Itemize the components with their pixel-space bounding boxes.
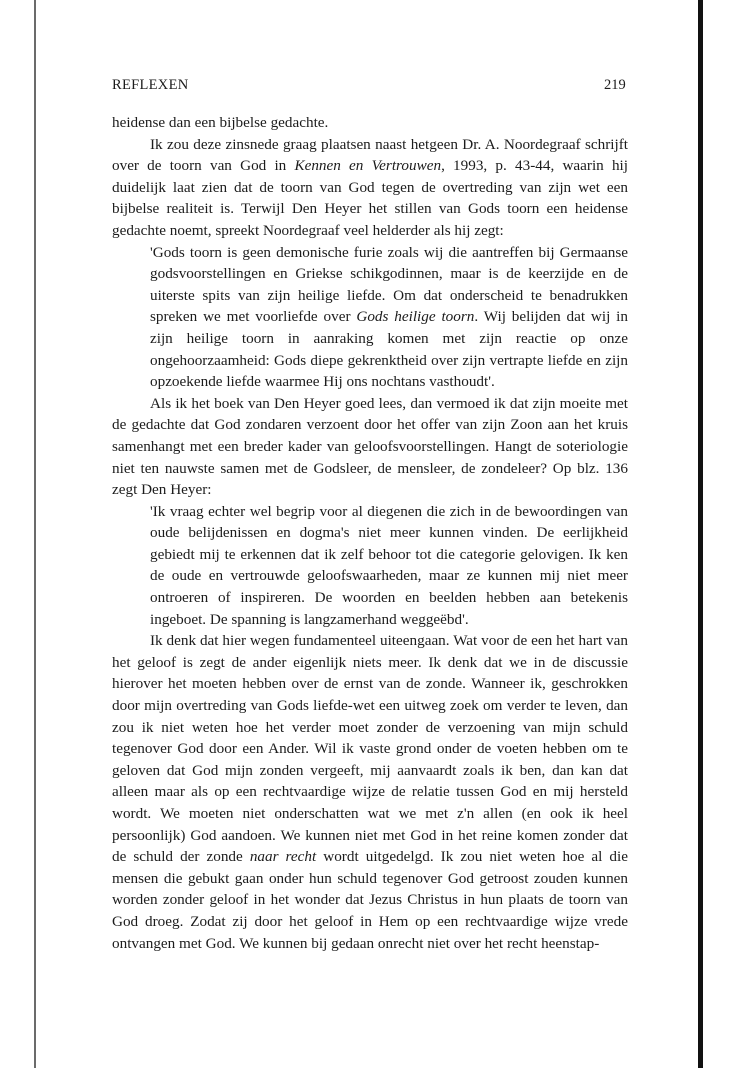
book-title-kennen-en-vertrouwen: Kennen en Vertrouwen (294, 157, 442, 175)
block-quote-2: 'Ik vraag echter wel begrip voor al diegenen die zich in de bewoordingen van oude belijdenissen en dogma's niet meer kunnen vinden. De eerlijkheid gebiedt mij te erkennen dat ik zelf behoor tot die categorie gelovigen. Ik ken de oude en vertrouwde geloofswaarheden, maar ze kunnen mij niet meer ontroeren of inspireren. De woorden en beelden hebben aan betekenis ingeboet. De spanning is langzamerhand weggeëbd'. (150, 502, 628, 628)
quote-1-italic: Gods heilige toorn (356, 308, 475, 326)
paragraph-2-text-c: , 1993, p. 43-44, waarin hij duidelijk laat zien dat de toorn van God tegen de overtreding van zijn wet een bijbelse realiteit is. Terwijl Den Heyer het stillen van Gods toorn een heidense gedachte noemt, spreekt Noordegraaf veel helderder als hij zegt: (112, 157, 628, 239)
paragraph-2 (112, 134, 628, 242)
quote-1-text-a: 'Gods toorn is geen demonische furie zoals wij die aantreffen bij Germaanse godsvoorstellingen en Griekse schikgodinnen, maar is de keerzijde en de uiterste spits van zijn heilige liefde. Om dat onderscheid te benadrukken spreken we met voorliefde over (150, 243, 628, 326)
paragraph-4-italic: naar recht (249, 848, 317, 866)
running-title: REFLEXEN (112, 77, 189, 93)
paragraph-4-text-c: wordt uitgedelgd. Ik zou niet weten hoe al die mensen die gebukt gaan onder hun schuld tegenover God getroost zouden kunnen worden zonder geloof in het wonder dat Jezus Christus in hun plaats de toorn van God droeg. Zodat zij door het geloof in Hem op een rechtvaardige wijze vrede ontvangen met God. We kunnen bij gedaan onrecht niet over het recht heenstap- (112, 848, 628, 952)
paragraph-2-text-a: Ik zou deze zinsnede graag plaatsen naast hetgeen Dr. A. Noordegraaf schrijft over de toorn van God in (112, 135, 628, 175)
paragraph-4-text-a: Ik denk dat hier wegen fundamenteel uiteengaan. Wat voor de een het hart van het geloof is zegt de ander eigenlijk niets meer. Ik denk dat we in de discussie hierover het moeten hebben over de ernst van de zonde. Wanneer ik, geschrokken door mijn overtreding van Gods liefde-wet een uitweg zoek om verder te leven, dan zou ik niet weten hoe het verder moet zonder de verzoening van mijn schuld tegenover God door een Ander. Wil ik vaste grond onder de voeten hebben om te geloven dat God mijn zonden vergeeft, mij aanvaardt zoals ik ben, dan kan dat alleen maar als op een rechtvaardige wijze de relatie tussen God en mij hersteld wordt. We moeten niet onderschatten wat we met z'n allen (en ook ik heel persoonlijk) God aandoen. We kunnen niet met God in het reine komen zonder dat de schuld der zonde (112, 632, 628, 866)
body-text (112, 112, 628, 954)
right-scan-edge (698, 0, 703, 1068)
page-number: 219 (604, 77, 626, 93)
paragraph-4 (112, 630, 628, 954)
quote-1-text-c: . Wij belijden dat wij in zijn heilige toorn in aanraking komen met zijn reactie op onze ongehoorzaamheid: Gods diepe gekrenktheid over zijn vertrapte liefde en zijn opzoekende liefde waarmee Hij ons nochtans vasthoudt'. (150, 308, 628, 391)
paragraph-1: heidense dan een bijbelse gedachte. (112, 114, 329, 131)
block-quote-1 (150, 242, 628, 393)
left-binding-edge (34, 0, 36, 1068)
paragraph-3: Als ik het boek van Den Heyer goed lees, dan vermoed ik dat zijn moeite met de gedachte dat God zondaren verzoent door het offer van zijn Zoon aan het kruis samenhangt met een breder kader van geloofsvoorstellingen. Hangt de soteriologie niet ten nauwste samen met de Godsleer, de mensleer, de zondeleer? Op blz. 136 zegt Den Heyer: (112, 394, 628, 499)
